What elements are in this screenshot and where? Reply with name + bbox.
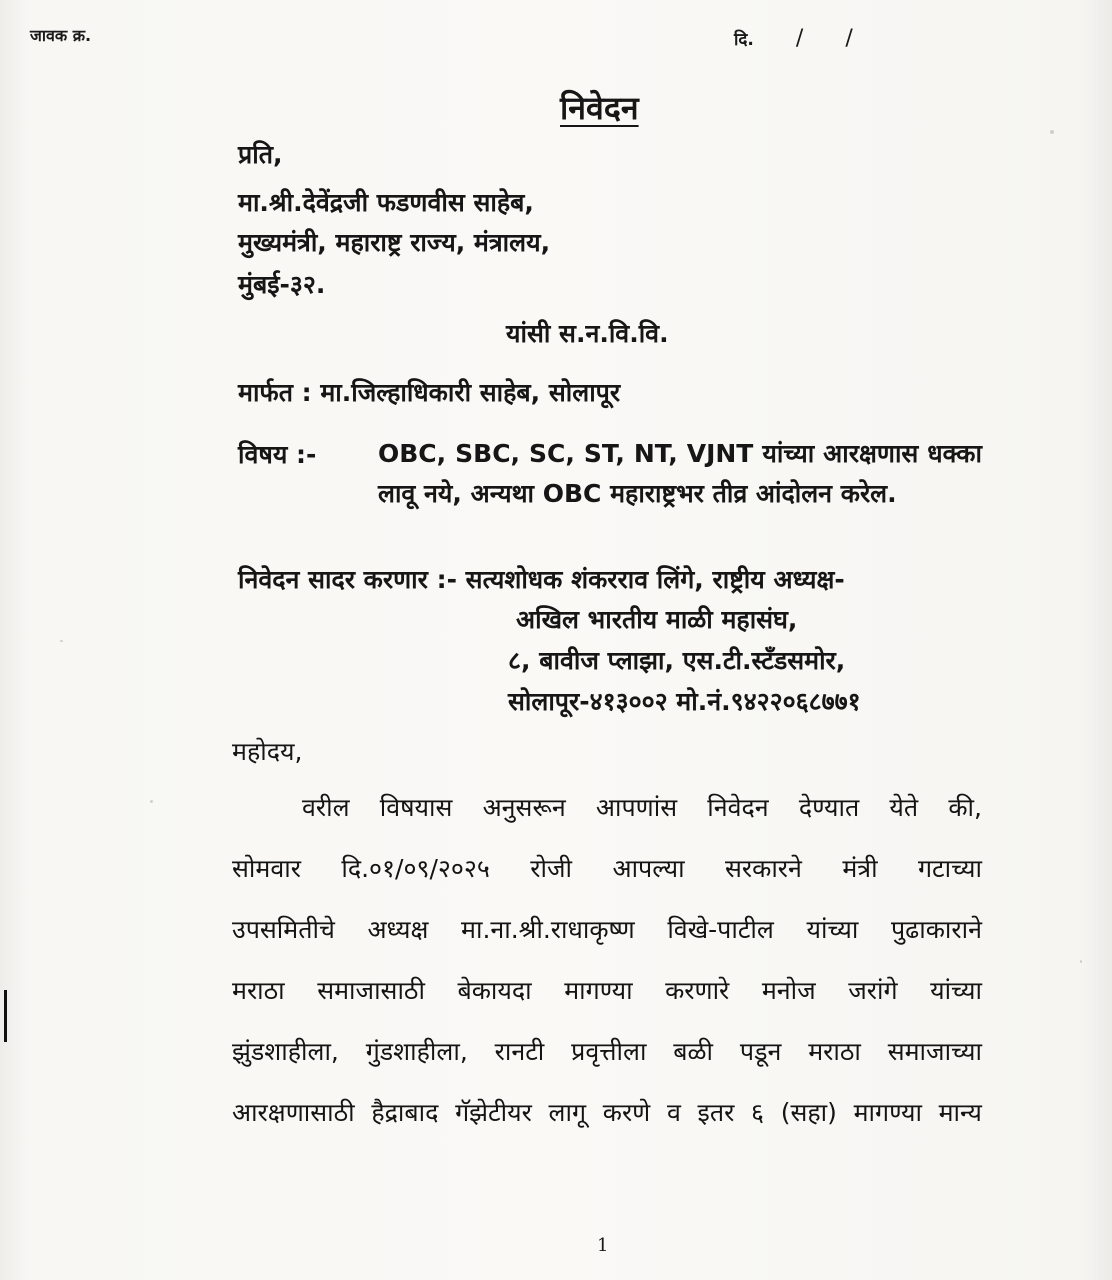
- body-word: मा.ना.श्री.राधाकृष्ण: [461, 914, 635, 944]
- body-word: यांच्या: [930, 975, 982, 1005]
- body-word: समाजासाठी: [317, 975, 425, 1005]
- margin-mark: [4, 990, 7, 1042]
- body-word: देण्यात: [798, 792, 860, 822]
- body-word: वरील: [302, 792, 350, 822]
- body-word: मंत्री: [842, 853, 878, 883]
- body-line: [232, 898, 982, 959]
- submitter-line-2: अखिल भारतीय माळी महासंघ,: [516, 605, 798, 634]
- body-word: करणे: [602, 1097, 651, 1127]
- date-field: [734, 26, 853, 51]
- body-word: मराठा: [232, 975, 285, 1005]
- body-word: अनुसरून: [482, 792, 566, 822]
- body-word: हैद्राबाद: [371, 1097, 439, 1127]
- submitter-line-4: सोलापूर-४१३००२ मो.नं.९४२२०६८७७१: [508, 687, 861, 716]
- body-word: इतर: [697, 1097, 735, 1127]
- body-word: ६: [751, 1097, 765, 1127]
- body-word: मनोज: [761, 975, 816, 1005]
- document-title: निवेदन: [560, 89, 639, 127]
- body-word: यांच्या: [806, 914, 859, 944]
- paper-speck: [1080, 960, 1082, 963]
- through-line: मार्फत : मा.जिल्हाधिकारी साहेब, सोलापूर: [238, 378, 621, 407]
- body-word: गटाच्या: [917, 853, 982, 883]
- body-word: करणारे: [665, 975, 730, 1005]
- date-label: दि.: [734, 30, 754, 50]
- body-word: जरांगे: [848, 975, 898, 1005]
- greeting: महोदय,: [232, 737, 303, 766]
- body-word: रानटी: [494, 1036, 545, 1066]
- body-word: प्रवृत्तीला: [571, 1036, 647, 1066]
- body-word: सरकारने: [725, 853, 802, 883]
- submitter-line-3: ८, बावीज प्लाझा, एस.टी.स्टँडसमोर,: [508, 646, 846, 675]
- body-word: झुंडशाहीला,: [232, 1036, 339, 1066]
- body-word: समाजाच्या: [887, 1036, 982, 1066]
- body-word: बळी: [673, 1036, 714, 1066]
- submitter-line-1: निवेदन सादर करणार :- सत्यशोधक शंकरराव लिंगे, राष्ट्रीय अध्यक्ष-: [238, 565, 845, 594]
- page-number: 1: [597, 1235, 609, 1256]
- body-paragraph: [232, 776, 982, 1142]
- body-word: उपसमितीचे: [232, 914, 335, 944]
- paper-speck: [60, 640, 63, 642]
- body-word: पडून: [739, 1036, 782, 1066]
- inward-number-label: जावक क्र.: [30, 26, 92, 45]
- subject-label: विषय :-: [238, 440, 317, 469]
- recipient-line-2: मा.श्री.देवेंद्रजी फडणवीस साहेब,: [238, 188, 534, 217]
- body-word: गुंडशाहीला,: [365, 1036, 468, 1066]
- paper-speck: [1050, 130, 1054, 134]
- body-line: [232, 1020, 982, 1081]
- body-word: अध्यक्ष: [367, 914, 429, 944]
- date-separator: /: [795, 26, 804, 51]
- recipient-line-3: मुख्यमंत्री, महाराष्ट्र राज्य, मंत्रालय,: [238, 228, 551, 257]
- body-word: निवेदन: [707, 792, 769, 822]
- body-line: [232, 1081, 982, 1142]
- body-word: मागण्या: [853, 1097, 922, 1127]
- body-word: आरक्षणासाठी: [232, 1097, 355, 1127]
- body-word: दि.०१/०९/२०२५: [341, 853, 490, 883]
- recipient-line-4: मुंबई-३२.: [238, 270, 326, 299]
- body-word: विखे-पाटील: [667, 914, 774, 944]
- body-word: रोजी: [530, 853, 573, 883]
- subject-text: OBC, SBC, SC, ST, NT, VJNT यांच्या आरक्षणास धक्का लावू नये, अन्यथा OBC महाराष्ट्रभर तीव्र आंदोलन करेल.: [378, 439, 982, 508]
- recipient-line-1: प्रति,: [238, 140, 283, 169]
- body-word: मागण्या: [564, 975, 633, 1005]
- body-word: व: [666, 1097, 681, 1127]
- body-word: (सहा): [780, 1097, 837, 1127]
- body-word: आपणांस: [595, 792, 678, 822]
- body-line: [232, 837, 982, 898]
- body-line: [232, 959, 982, 1020]
- body-word: गॅझेटीयर: [455, 1097, 532, 1127]
- body-word: विषयास: [379, 792, 453, 822]
- body-word: सोमवार: [232, 853, 301, 883]
- body-word: आपल्या: [612, 853, 685, 883]
- body-word: येते: [889, 792, 919, 822]
- body-word: की,: [948, 792, 982, 822]
- paper-speck: [150, 800, 153, 803]
- salutation-note: यांसी स.न.वि.वि.: [506, 319, 669, 348]
- body-word: लागू: [548, 1097, 587, 1127]
- body-line: [232, 776, 982, 837]
- body-word: मराठा: [808, 1036, 861, 1066]
- body-word: पुढाकाराने: [890, 914, 982, 944]
- date-separator: /: [845, 26, 853, 51]
- body-word: मान्य: [938, 1097, 982, 1127]
- body-word: बेकायदा: [457, 975, 532, 1005]
